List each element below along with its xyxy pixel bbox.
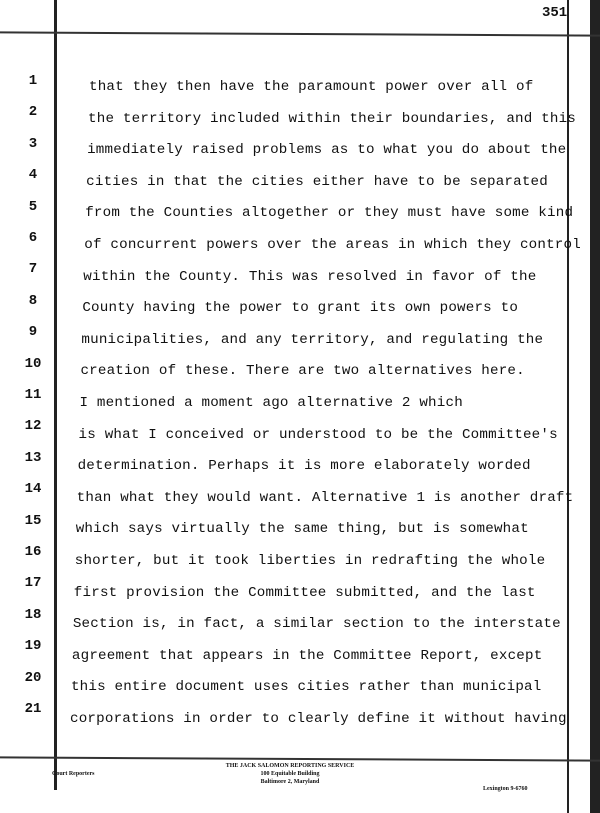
scan-edge [590,0,600,813]
footer-phone: Lexington 9-6760 [483,786,528,792]
transcript-line: shorter, but it took liberties in redrafting the whole [74,553,546,569]
line-number: 5 [28,198,38,215]
transcript-line: agreement that appears in the Committee Report, except [71,647,543,664]
transcript-line: municipalities, and any territory, and regulating the [81,331,544,348]
transcript-line: determination. Perhaps it is more elaborately worded [77,458,531,475]
transcript-line: from the Counties altogether or they must have some kind [85,205,574,222]
line-number: 8 [28,292,38,309]
line-number: 17 [24,575,42,592]
line-number: 2 [28,104,38,121]
line-number: 18 [24,606,42,623]
transcript-line: creation of these. There are two alternatives here. [80,363,525,380]
line-number: 15 [24,512,42,529]
line-number: 6 [28,230,38,246]
footer-left: Court Reporters [52,771,95,777]
transcript-line: immediately raised problems as to what you do about the [87,142,567,159]
transcript-line: I mentioned a moment ago alternative 2 which [79,395,463,411]
line-number: 9 [28,324,38,341]
left-margin-rule [54,0,57,790]
footer-city: Baltimore 2, Maryland [260,779,320,785]
footer-address: 100 Equitable Building [260,771,320,777]
line-number: 12 [24,418,42,435]
transcript-line: first provision the Committee submitted, and the last [73,584,536,601]
line-number: 11 [24,387,42,403]
top-rule [0,31,600,36]
line-number: 21 [24,701,42,717]
transcript-line: that they then have the paramount power over all of [89,79,534,95]
transcript-line: County having the power to grant its own powers to [82,300,519,317]
transcript-line: is what I conceived or understood to be the Committee's [78,426,558,443]
transcript-line: this entire document uses cities rather than municipal [70,679,542,696]
line-number: 7 [28,261,38,278]
line-number: 3 [28,135,38,152]
line-number: 20 [24,669,42,686]
line-number: 14 [24,481,42,498]
line-number: 19 [24,638,42,655]
line-number: 1 [28,73,38,89]
line-number: 16 [24,544,42,560]
page-number: 351 [542,5,568,21]
line-number: 10 [24,355,42,372]
footer-company: THE JACK SALOMON REPORTING SERVICE [225,763,355,769]
transcript-line: cities in that the cities either have to be separated [86,173,548,190]
line-number: 4 [28,167,38,184]
bottom-rule [0,756,600,761]
transcript-line: than what they would want. Alternative 1 is another draft [76,489,574,506]
transcript-line: which says virtually the same thing, but is somewhat [75,521,529,538]
transcript-line: within the County. This was resolved in favor of the [83,268,537,285]
transcript-line: of concurrent powers over the areas in which they control [84,237,581,253]
transcript-line: the territory included within their boundaries, and this [88,110,577,127]
line-number: 13 [24,449,42,466]
transcript-line: Section is, in fact, a similar section to the interstate [72,616,561,633]
transcript-line: corporations in order to clearly define it without having [70,711,567,727]
